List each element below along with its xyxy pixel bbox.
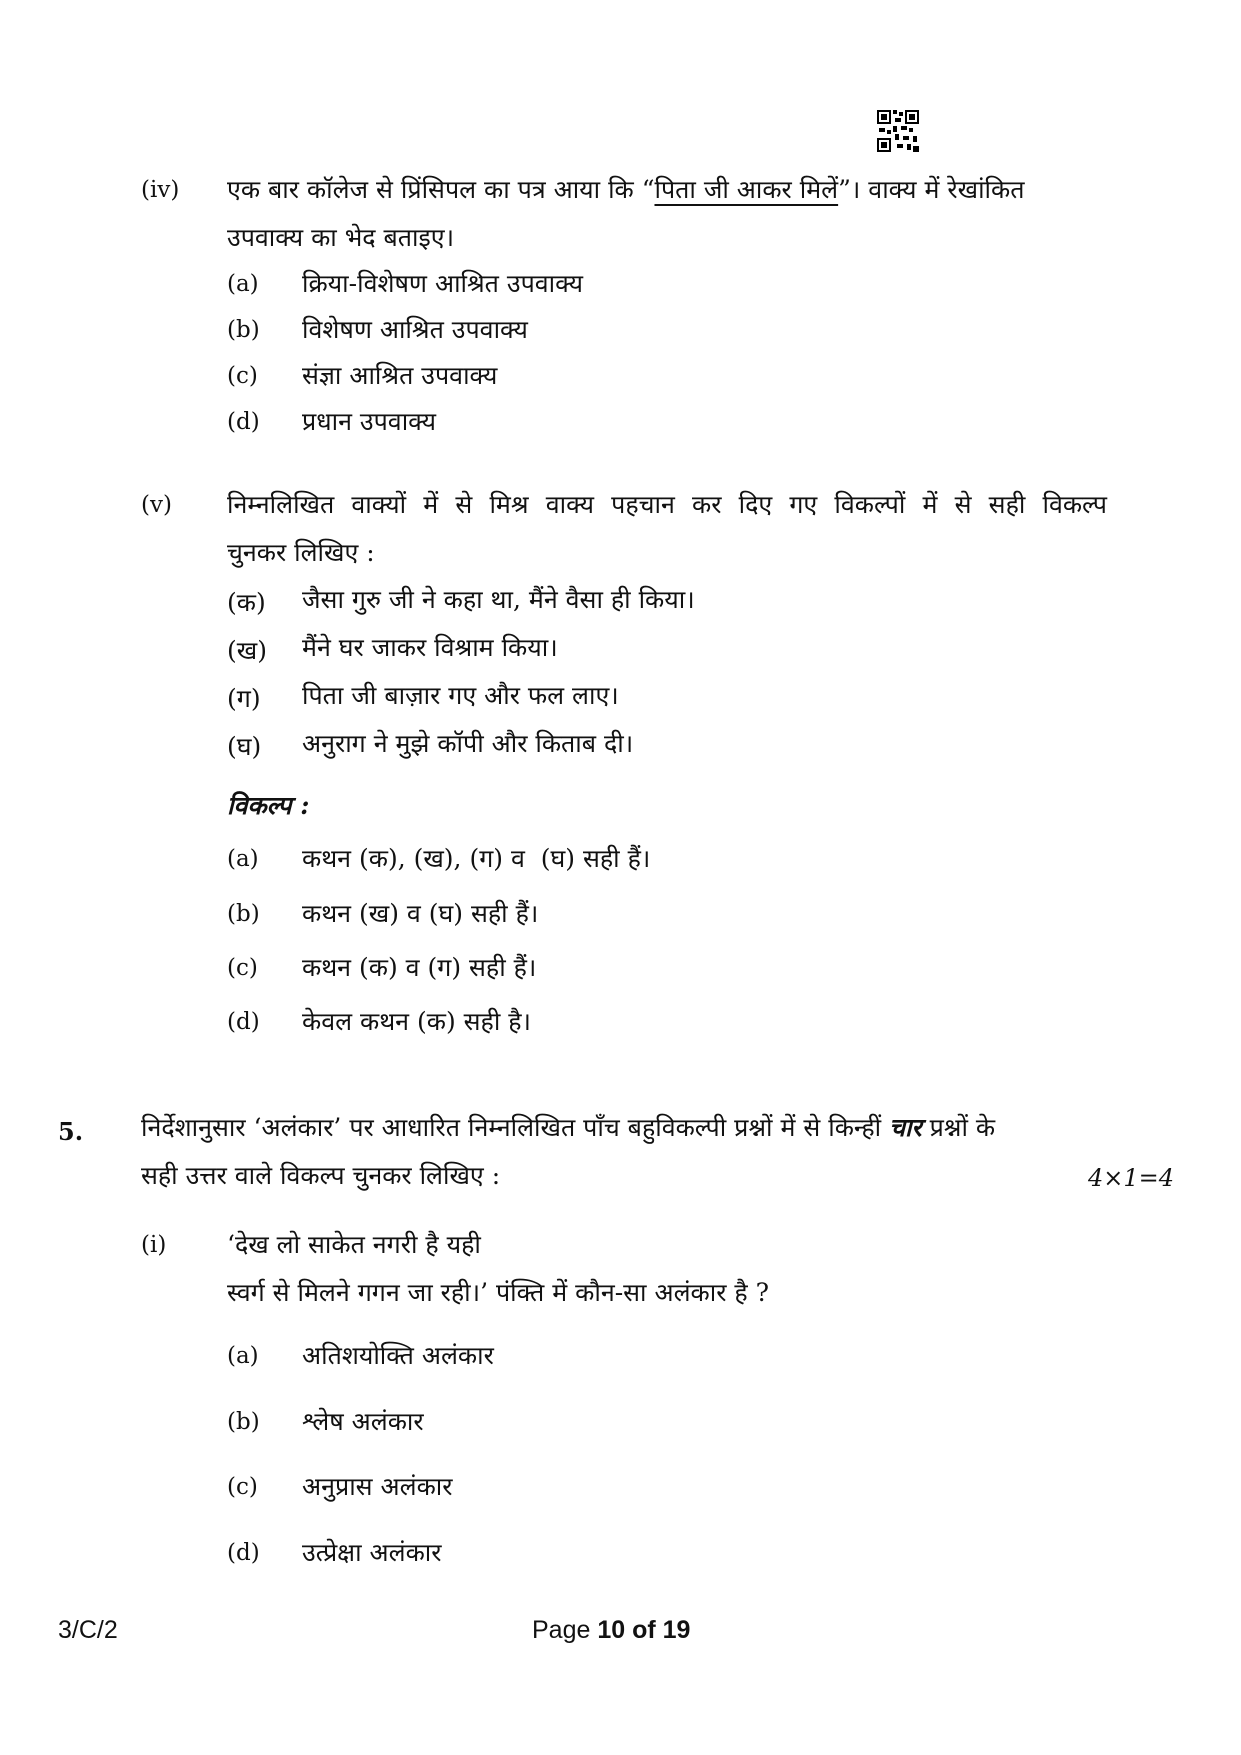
option-label: (a) [227,271,259,297]
question-number: 5. [58,1117,84,1146]
option-label: (b) [227,317,260,343]
question-text-line: उपवाक्य का भेद बताइए। [227,223,455,252]
option-text: अनुप्रास अलंकार [302,1472,453,1501]
statement-text: पिता जी बाज़ार गए और फल लाए। [302,681,619,710]
option-text: क्रिया-विशेषण आश्रित उपवाक्य [302,269,584,298]
option-label: (d) [227,409,260,435]
option-label: (b) [227,1409,260,1435]
question-text-line: चुनकर लिखिए : [227,538,375,567]
options-heading: विकल्प : [227,791,310,820]
statement-text: जैसा गुरु जी ने कहा था, मैंने वैसा ही किया। [302,585,695,614]
option-label: (c) [227,363,258,389]
option-label: (a) [227,846,259,872]
question-text-line: सही उत्तर वाले विकल्प चुनकर लिखिए : [141,1161,501,1190]
statement-text: मैंने घर जाकर विश्राम किया। [302,633,558,662]
option-text: संज्ञा आश्रित उपवाक्य [302,361,498,390]
option-label: (d) [227,1540,260,1566]
option-text: प्रधान उपवाक्य [302,407,437,436]
option-label: (c) [227,1474,258,1500]
option-label: (c) [227,955,258,981]
question-text-line: निम्नलिखित वाक्यों में से मिश्र वाक्य पहचान कर दिए गए विकल्पों में से सही विकल्प [227,490,1107,519]
marks-label: 4×1=4 [1088,1164,1175,1192]
option-label: (a) [227,1343,259,1369]
option-text: विशेषण आश्रित उपवाक्य [302,315,528,344]
question-text-line: एक बार कॉलेज से प्रिंसिपल का पत्र आया कि “पिता जी आकर मिलें”। वाक्य में रेखांकित [227,175,1025,204]
statement-text: अनुराग ने मुझे कॉपी और किताब दी। [302,729,634,758]
page-number: Page 10 of 19 [532,1616,691,1644]
option-text: केवल कथन (क) सही है। [302,1007,531,1036]
statement-label: (ग) [227,684,261,713]
statement-label: (घ) [227,732,262,761]
question-text-line: स्वर्ग से मिलने गगन जा रही।’ पंक्ति में कौन-सा अलंकार है ? [227,1278,769,1307]
statement-label: (ख) [227,636,267,665]
option-text: कथन (ख) व (घ) सही हैं। [302,899,539,928]
option-text: कथन (क), (ख), (ग) व (घ) सही हैं। [302,844,651,873]
statement-label: (क) [227,588,266,617]
option-text: अतिशयोक्ति अलंकार [302,1341,494,1370]
option-text: कथन (क) व (ग) सही हैं। [302,953,537,982]
option-text: श्लेष अलंकार [302,1407,424,1436]
underlined-clause: पिता जी आकर मिलें [654,175,839,204]
option-text: उत्प्रेक्षा अलंकार [302,1538,442,1567]
emphasis-word: चार [889,1113,922,1142]
qr-code-icon [877,110,919,152]
question-number: (v) [141,492,172,518]
option-label: (d) [227,1009,260,1035]
option-label: (b) [227,901,260,927]
question-number: (iv) [141,177,180,203]
poem-line: ‘देख लो साकेत नगरी है यही [227,1230,481,1259]
question-text-line: निर्देशानुसार ‘अलंकार’ पर आधारित निम्नलिखित पाँच बहुविकल्पी प्रश्नों में से किन्हीं चार प्रश्नों के [141,1113,996,1142]
question-number: (i) [141,1232,167,1258]
paper-code: 3/C/2 [58,1616,118,1644]
